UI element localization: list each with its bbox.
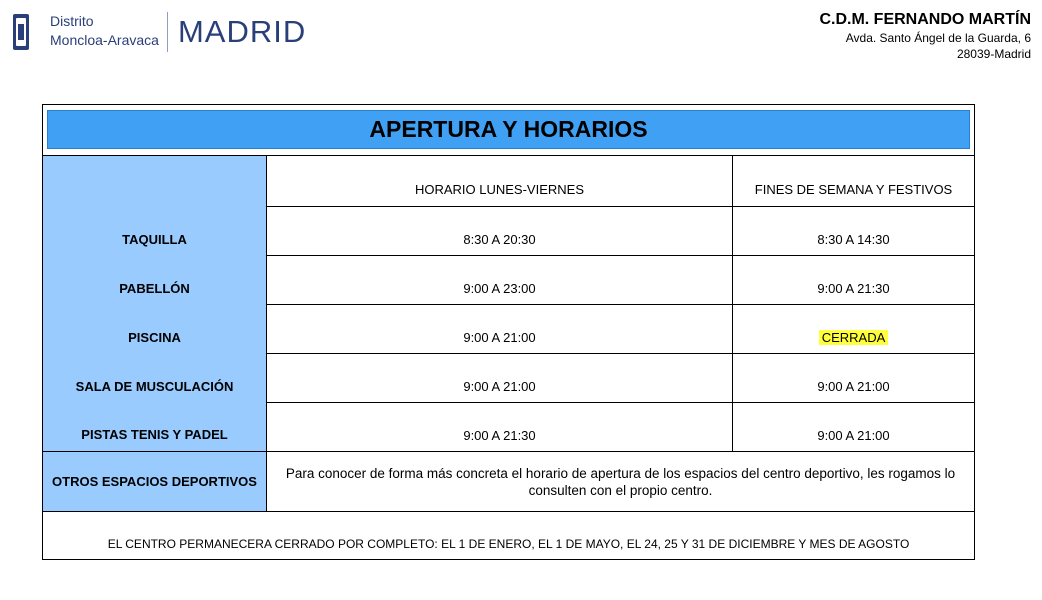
madrid-crest-icon: [12, 12, 30, 52]
district-line1: Distrito: [50, 13, 94, 29]
weekend-hours: [733, 305, 975, 354]
row-label: PISTAS TENIS Y PADEL: [43, 403, 267, 452]
row-label: SALA DE MUSCULACIÓN: [43, 354, 267, 403]
table-row: [43, 305, 975, 354]
weekend-hours: 9:00 A 21:00: [733, 403, 975, 452]
weekday-hours: 9:00 A 21:00: [267, 354, 733, 403]
row-label: PABELLÓN: [43, 256, 267, 305]
district-name: [50, 12, 168, 52]
other-spaces-row: [43, 452, 975, 512]
label-header-spacer: [43, 156, 267, 207]
weekday-hours: 9:00 A 23:00: [267, 256, 733, 305]
other-spaces-note: Para conocer de forma más concreta el horario de apertura de los espacios del centro deportivo, les rogamos lo consulten con el propio centro.: [267, 452, 975, 512]
table-row: [43, 354, 975, 403]
weekend-hours: 9:00 A 21:30: [733, 256, 975, 305]
address-line1: Avda. Santo Ángel de la Guarda, 6: [845, 31, 1031, 45]
row-label: TAQUILLA: [43, 207, 267, 256]
weekend-hours: 9:00 A 21:00: [733, 354, 975, 403]
table-title: APERTURA Y HORARIOS: [47, 110, 970, 149]
table-row: [43, 403, 975, 452]
col-header-weekday: HORARIO LUNES-VIERNES: [267, 156, 733, 207]
weekend-hours: 8:30 A 14:30: [733, 207, 975, 256]
title-cell: [43, 105, 975, 156]
weekday-hours: 8:30 A 20:30: [267, 207, 733, 256]
closed-highlight: CERRADA: [819, 330, 889, 345]
schedule-table: [42, 104, 975, 560]
center-info: [819, 10, 1031, 62]
district-logo: [12, 12, 306, 52]
row-label: PISCINA: [43, 305, 267, 354]
center-name: C.D.M. FERNANDO MARTÍN: [819, 11, 1031, 28]
footer-row: [43, 512, 975, 560]
city-logo-text: MADRID: [177, 14, 307, 49]
weekday-hours: 9:00 A 21:30: [267, 403, 733, 452]
table-row: [43, 207, 975, 256]
weekday-hours: 9:00 A 21:00: [267, 305, 733, 354]
col-header-weekend: FINES DE SEMANA Y FESTIVOS: [733, 156, 975, 207]
closure-notice: EL CENTRO PERMANECERA CERRADO POR COMPLETO: EL 1 DE ENERO, EL 1 DE MAYO, EL 24, 25 Y 31 DE DICIEMBRE Y MES DE AGOSTO: [43, 512, 975, 560]
table-row: [43, 256, 975, 305]
address-line2: 28039-Madrid: [956, 47, 1031, 61]
other-spaces-label: OTROS ESPACIOS DEPORTIVOS: [43, 452, 267, 512]
district-line2: Moncloa-Aravaca: [50, 32, 159, 48]
